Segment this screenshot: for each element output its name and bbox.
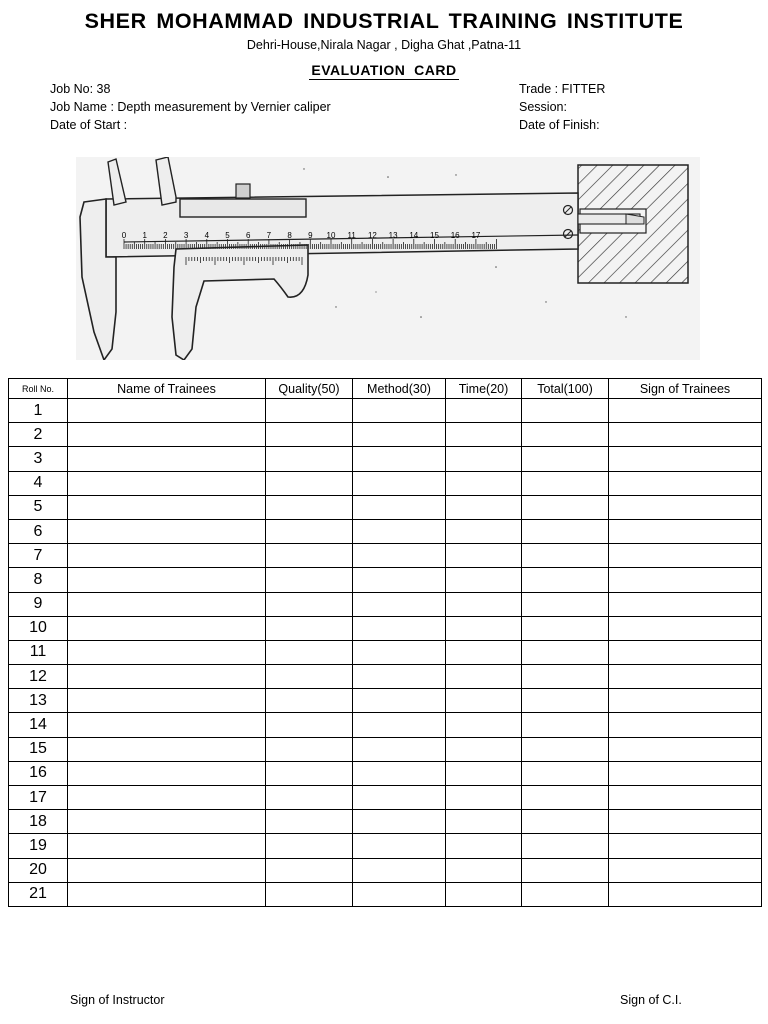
total-cell[interactable] [522, 858, 609, 882]
trainee-name-cell[interactable] [68, 882, 266, 906]
quality-cell[interactable] [266, 810, 353, 834]
time-cell[interactable] [446, 640, 522, 664]
quality-cell[interactable] [266, 786, 353, 810]
method-cell[interactable] [353, 471, 446, 495]
roll-number-cell: 16 [9, 761, 68, 785]
total-cell[interactable] [522, 399, 609, 423]
roll-number-cell: 9 [9, 592, 68, 616]
trainee-name-cell[interactable] [68, 471, 266, 495]
trainee-name-cell[interactable] [68, 786, 266, 810]
roll-number-cell: 1 [9, 399, 68, 423]
table-row [9, 665, 762, 689]
trainee-name-cell[interactable] [68, 761, 266, 785]
roll-number-cell: 6 [9, 519, 68, 543]
method-cell[interactable] [353, 689, 446, 713]
scale-number: 3 [183, 231, 189, 240]
trainee-sign-cell[interactable] [609, 495, 762, 519]
table-row [9, 423, 762, 447]
scale-number: 4 [204, 231, 210, 240]
quality-cell[interactable] [266, 447, 353, 471]
evaluation-table [8, 378, 762, 907]
trainee-sign-cell[interactable] [609, 592, 762, 616]
trainee-sign-cell[interactable] [609, 447, 762, 471]
trainee-sign-cell[interactable] [609, 858, 762, 882]
method-cell[interactable] [353, 399, 446, 423]
total-cell[interactable] [522, 592, 609, 616]
method-cell[interactable] [353, 544, 446, 568]
table-row [9, 834, 762, 858]
method-cell[interactable] [353, 737, 446, 761]
trainee-sign-cell[interactable] [609, 616, 762, 640]
table-row [9, 568, 762, 592]
trainee-sign-cell[interactable] [609, 882, 762, 906]
quality-cell[interactable] [266, 858, 353, 882]
table-body [9, 399, 762, 907]
total-cell[interactable] [522, 761, 609, 785]
time-cell[interactable] [446, 737, 522, 761]
total-cell[interactable] [522, 713, 609, 737]
card-title [0, 62, 768, 78]
table-row [9, 495, 762, 519]
roll-number-cell: 15 [9, 737, 68, 761]
total-cell[interactable] [522, 689, 609, 713]
time-cell[interactable] [446, 592, 522, 616]
quality-cell[interactable] [266, 665, 353, 689]
roll-number-cell: 2 [9, 423, 68, 447]
time-cell[interactable] [446, 544, 522, 568]
method-cell[interactable] [353, 616, 446, 640]
trainee-sign-cell[interactable] [609, 471, 762, 495]
method-cell[interactable] [353, 519, 446, 543]
table-row [9, 616, 762, 640]
trainee-name-cell[interactable] [68, 447, 266, 471]
quality-cell[interactable] [266, 640, 353, 664]
roll-number-cell: 11 [9, 640, 68, 664]
table-row [9, 858, 762, 882]
roll-number-cell: 10 [9, 616, 68, 640]
table-row [9, 544, 762, 568]
table-row [9, 713, 762, 737]
trainee-name-cell[interactable] [68, 689, 266, 713]
trainee-sign-cell[interactable] [609, 519, 762, 543]
scale-number: 9 [308, 231, 313, 240]
quality-cell[interactable] [266, 495, 353, 519]
time-cell[interactable] [446, 810, 522, 834]
trainee-name-cell[interactable] [68, 665, 266, 689]
roll-number-cell: 19 [9, 834, 68, 858]
time-cell[interactable] [446, 568, 522, 592]
trainee-name-cell[interactable] [68, 616, 266, 640]
trainee-name-cell[interactable] [68, 858, 266, 882]
scale-number: 17 [471, 231, 481, 240]
trainee-name-cell[interactable] [68, 737, 266, 761]
method-cell[interactable] [353, 858, 446, 882]
time-cell[interactable] [446, 858, 522, 882]
table-row [9, 761, 762, 785]
scale-number: 1 [142, 231, 147, 240]
trainee-sign-cell[interactable] [609, 568, 762, 592]
time-cell[interactable] [446, 713, 522, 737]
table-row [9, 399, 762, 423]
header-method: Method(30) [353, 379, 446, 399]
time-cell[interactable] [446, 519, 522, 543]
trainee-sign-cell[interactable] [609, 544, 762, 568]
roll-number-cell: 14 [9, 713, 68, 737]
total-cell[interactable] [522, 834, 609, 858]
table-header-row [9, 379, 762, 399]
quality-cell[interactable] [266, 592, 353, 616]
job-name: Job Name : Depth measurement by Vernier caliper [50, 100, 331, 114]
trainee-name-cell[interactable] [68, 495, 266, 519]
scale-number: 12 [367, 231, 377, 240]
header-quality: Quality(50) [266, 379, 353, 399]
date-of-finish: Date of Finish: [519, 118, 600, 132]
quality-cell[interactable] [266, 471, 353, 495]
trainee-sign-cell[interactable] [609, 761, 762, 785]
scale-number: 0 [121, 231, 127, 240]
quality-cell[interactable] [266, 737, 353, 761]
time-cell[interactable] [446, 689, 522, 713]
scale-number: 7 [266, 231, 272, 240]
time-cell[interactable] [446, 616, 522, 640]
job-no: Job No: 38 [50, 82, 111, 96]
trainee-sign-cell[interactable] [609, 834, 762, 858]
trainee-name-cell[interactable] [68, 834, 266, 858]
quality-cell[interactable] [266, 713, 353, 737]
card-title-text: EVALUATION CARD [311, 62, 457, 78]
trainee-sign-cell[interactable] [609, 810, 762, 834]
total-cell[interactable] [522, 882, 609, 906]
header-name: Name of Trainees [68, 379, 266, 399]
sign-of-instructor: Sign of Instructor [70, 993, 165, 1007]
method-cell[interactable] [353, 447, 446, 471]
total-cell[interactable] [522, 810, 609, 834]
total-cell[interactable] [522, 447, 609, 471]
time-cell[interactable] [446, 447, 522, 471]
scale-number: 2 [163, 231, 168, 240]
roll-number-cell: 7 [9, 544, 68, 568]
total-cell[interactable] [522, 786, 609, 810]
roll-number-cell: 8 [9, 568, 68, 592]
total-cell[interactable] [522, 665, 609, 689]
table-row [9, 786, 762, 810]
scale-number: 5 [225, 231, 230, 240]
quality-cell[interactable] [266, 616, 353, 640]
roll-number-cell: 12 [9, 665, 68, 689]
total-cell[interactable] [522, 640, 609, 664]
table-row [9, 640, 762, 664]
total-cell[interactable] [522, 737, 609, 761]
header-total: Total(100) [522, 379, 609, 399]
trainee-sign-cell[interactable] [609, 713, 762, 737]
quality-cell[interactable] [266, 882, 353, 906]
method-cell[interactable] [353, 640, 446, 664]
method-cell[interactable] [353, 713, 446, 737]
institute-title: SHER MOHAMMAD INDUSTRIAL TRAINING INSTITUTE [84, 9, 684, 33]
total-cell[interactable] [522, 423, 609, 447]
quality-cell[interactable] [266, 519, 353, 543]
scale-number: 13 [388, 231, 398, 240]
total-cell[interactable] [522, 616, 609, 640]
quality-cell[interactable] [266, 689, 353, 713]
roll-number-cell: 20 [9, 858, 68, 882]
scale-number: 8 [287, 231, 292, 240]
quality-cell[interactable] [266, 399, 353, 423]
trainee-sign-cell[interactable] [609, 665, 762, 689]
trainee-sign-cell[interactable] [609, 423, 762, 447]
roll-number-cell: 17 [9, 786, 68, 810]
header-sign: Sign of Trainees [609, 379, 762, 399]
table-row [9, 471, 762, 495]
trade: Trade : FITTER [519, 82, 606, 96]
scale-number: 16 [450, 231, 460, 240]
trainee-sign-cell[interactable] [609, 640, 762, 664]
trainee-name-cell[interactable] [68, 423, 266, 447]
date-of-start: Date of Start : [50, 118, 128, 132]
method-cell[interactable] [353, 592, 446, 616]
method-cell[interactable] [353, 882, 446, 906]
table-row [9, 447, 762, 471]
method-cell[interactable] [353, 568, 446, 592]
time-cell[interactable] [446, 761, 522, 785]
trainee-name-cell[interactable] [68, 640, 266, 664]
time-cell[interactable] [446, 665, 522, 689]
roll-number-cell: 21 [9, 882, 68, 906]
sign-of-ci: Sign of C.I. [620, 993, 682, 1007]
roll-number-cell: 13 [9, 689, 68, 713]
trainee-sign-cell[interactable] [609, 399, 762, 423]
vernier-caliper-drawing [76, 157, 700, 360]
scale-number: 6 [245, 231, 251, 240]
method-cell[interactable] [353, 786, 446, 810]
method-cell[interactable] [353, 495, 446, 519]
trainee-name-cell[interactable] [68, 568, 266, 592]
scale-number: 11 [347, 231, 356, 240]
session: Session: [519, 100, 567, 114]
table-row [9, 882, 762, 906]
time-cell[interactable] [446, 495, 522, 519]
time-cell[interactable] [446, 423, 522, 447]
trainee-name-cell[interactable] [68, 713, 266, 737]
quality-cell[interactable] [266, 761, 353, 785]
total-cell[interactable] [522, 568, 609, 592]
table-row [9, 519, 762, 543]
quality-cell[interactable] [266, 544, 353, 568]
table-row [9, 592, 762, 616]
method-cell[interactable] [353, 665, 446, 689]
trainee-name-cell[interactable] [68, 592, 266, 616]
total-cell[interactable] [522, 471, 609, 495]
total-cell[interactable] [522, 495, 609, 519]
table-row [9, 689, 762, 713]
quality-cell[interactable] [266, 423, 353, 447]
method-cell[interactable] [353, 423, 446, 447]
method-cell[interactable] [353, 834, 446, 858]
time-cell[interactable] [446, 834, 522, 858]
scale-number: 15 [430, 231, 439, 240]
trainee-name-cell[interactable] [68, 544, 266, 568]
header-roll-no: Roll No. [9, 379, 68, 399]
header-time: Time(20) [446, 379, 522, 399]
total-cell[interactable] [522, 544, 609, 568]
time-cell[interactable] [446, 399, 522, 423]
roll-number-cell: 18 [9, 810, 68, 834]
method-cell[interactable] [353, 761, 446, 785]
trainee-sign-cell[interactable] [609, 737, 762, 761]
trainee-sign-cell[interactable] [609, 786, 762, 810]
trainee-name-cell[interactable] [68, 519, 266, 543]
trainee-sign-cell[interactable] [609, 689, 762, 713]
institute-address: Dehri-House,Nirala Nagar , Digha Ghat ,Patna-11 [246, 38, 522, 52]
time-cell[interactable] [446, 471, 522, 495]
total-cell[interactable] [522, 519, 609, 543]
time-cell[interactable] [446, 882, 522, 906]
trainee-name-cell[interactable] [68, 810, 266, 834]
time-cell[interactable] [446, 786, 522, 810]
table-row [9, 737, 762, 761]
method-cell[interactable] [353, 810, 446, 834]
scale-number: 14 [409, 231, 419, 240]
quality-cell[interactable] [266, 568, 353, 592]
scale-number: 10 [326, 231, 336, 240]
quality-cell[interactable] [266, 834, 353, 858]
roll-number-cell: 5 [9, 495, 68, 519]
trainee-name-cell[interactable] [68, 399, 266, 423]
roll-number-cell: 4 [9, 471, 68, 495]
roll-number-cell: 3 [9, 447, 68, 471]
table-row [9, 810, 762, 834]
